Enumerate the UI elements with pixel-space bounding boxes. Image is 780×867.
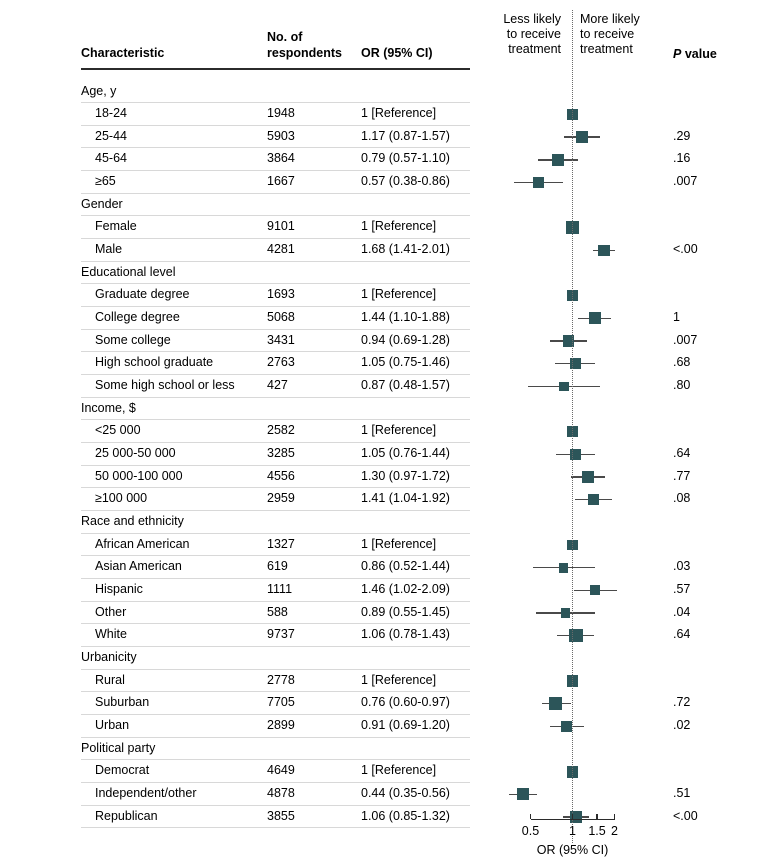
row-rule [81,238,470,239]
row-p-value-65: .007 [673,174,698,189]
row-label-asian-american: Asian American [95,559,182,574]
row-respondents-45-64: 3864 [267,151,295,166]
row-rule [81,623,470,624]
or-marker-asian-american [559,563,569,573]
row-label-25-000: <25 000 [95,423,141,438]
x-axis-tick-0-5 [530,814,531,819]
row-rule [81,714,470,715]
row-label-hispanic: Hispanic [95,582,143,597]
row-label-graduate-degree: Graduate degree [95,287,190,302]
x-axis-tick-label-2: 2 [611,823,618,838]
row-rule [81,306,470,307]
row-label-independent-other: Independent/other [95,785,197,800]
row-p-value-25-000-50-000: .64 [673,446,691,461]
confidence-interval-suburban [542,703,571,704]
row-label-white: White [95,627,127,642]
row-or-ci-some-high-school-or-less: 0.87 (0.48-1.57) [361,378,450,393]
row-label-18-24: 18-24 [95,106,127,121]
x-axis-line [531,819,615,820]
or-marker-some-college [563,335,574,346]
row-rule [81,102,470,103]
confidence-interval-college-degree [578,318,610,319]
row-respondents-graduate-degree: 1693 [267,287,295,302]
row-respondents-other: 588 [267,604,288,619]
row-p-value-high-school-graduate: .68 [673,355,691,370]
confidence-interval-high-school-graduate [555,363,595,364]
or-marker-some-high-school-or-less [559,382,569,392]
row-respondents-asian-american: 619 [267,559,288,574]
confidence-interval-male [593,250,614,251]
row-rule [81,805,470,806]
row-or-ci-suburban: 0.76 (0.60-0.97) [361,695,450,710]
or-marker-graduate-degree [567,290,578,301]
row-rule [81,533,470,534]
or-marker-republican [570,811,582,823]
group-header-age-y: Age, y [81,83,117,98]
confidence-interval-50-000-100-000 [571,476,606,477]
row-respondents-18-24: 1948 [267,106,295,121]
row-rule [81,374,470,375]
row-label-other: Other [95,604,127,619]
row-or-ci-male: 1.68 (1.41-2.01) [361,242,450,257]
row-or-ci-republican: 1.06 (0.85-1.32) [361,808,450,823]
x-axis-tick-label-1-5: 1.5 [588,823,606,838]
row-respondents-25-000: 2582 [267,423,295,438]
row-label-100-000: ≥100 000 [95,491,148,506]
row-rule [81,442,470,443]
row-or-ci-some-college: 0.94 (0.69-1.28) [361,332,450,347]
reference-line [572,10,573,843]
row-or-ci-18-24: 1 [Reference] [361,106,437,121]
confidence-interval-republican [563,816,590,817]
row-or-ci-white: 1.06 (0.78-1.43) [361,627,450,642]
or-marker-female [566,221,579,234]
row-rule [81,555,470,556]
or-marker-100-000 [588,494,599,505]
row-respondents-high-school-graduate: 2763 [267,355,295,370]
row-or-ci-college-degree: 1.44 (1.10-1.88) [361,310,450,325]
row-rule [81,669,470,670]
row-rule [81,465,470,466]
confidence-interval-independent-other [509,794,537,795]
row-label-25-44: 25-44 [95,128,127,143]
row-or-ci-other: 0.89 (0.55-1.45) [361,604,450,619]
row-or-ci-rural: 1 [Reference] [361,672,437,687]
row-p-value-suburban: .72 [673,695,691,710]
axis-annotation-less-likely-line3: treatment [508,42,561,56]
row-label-rural: Rural [95,672,125,687]
row-p-value-college-degree: 1 [673,310,680,325]
row-p-value-republican: <.00 [673,808,698,823]
x-axis-title: OR (95% CI) [536,842,609,857]
row-rule [81,170,470,171]
row-or-ci-45-64: 0.79 (0.57-1.10) [361,151,450,166]
row-respondents-rural: 2778 [267,672,295,687]
confidence-interval-100-000 [575,499,612,500]
row-p-value-25-44: .29 [673,128,691,143]
row-p-value-some-high-school-or-less: .80 [673,378,691,393]
row-label-democrat: Democrat [95,763,150,778]
row-rule [81,215,470,216]
or-marker-high-school-graduate [570,358,581,369]
group-header-gender: Gender [81,196,123,211]
row-or-ci-50-000-100-000: 1.30 (0.97-1.72) [361,468,450,483]
row-respondents-independent-other: 4878 [267,785,295,800]
row-label-50-000-100-000: 50 000-100 000 [95,468,183,483]
or-marker-white [569,629,583,643]
row-rule [81,737,470,738]
row-label-female: Female [95,219,137,234]
row-label-college-degree: College degree [95,310,180,325]
x-axis-tick-2 [614,814,615,819]
confidence-interval-some-college [550,340,587,341]
group-header-urbanicity: Urbanicity [81,650,137,664]
or-marker-45-64 [552,154,564,166]
row-p-value-asian-american: .03 [673,559,691,574]
row-label-45-64: 45-64 [95,151,127,166]
row-rule [81,419,470,420]
axis-annotation-less-likely-line2: to receive [506,27,561,41]
or-marker-college-degree [589,312,601,324]
row-rule [81,487,470,488]
or-marker-suburban [549,697,562,710]
row-label-african-american: African American [95,536,190,551]
or-marker-25-000-50-000 [570,449,581,460]
confidence-interval-25-000-50-000 [556,454,595,455]
row-or-ci-female: 1 [Reference] [361,219,437,234]
row-respondents-50-000-100-000: 4556 [267,468,295,483]
row-or-ci-independent-other: 0.44 (0.35-0.56) [361,785,450,800]
row-or-ci-african-american: 1 [Reference] [361,536,437,551]
row-p-value-independent-other: .51 [673,785,691,800]
row-label-suburban: Suburban [95,695,150,710]
x-axis-tick-1-5 [596,814,597,819]
row-rule [81,283,470,284]
row-p-value-50-000-100-000: .77 [673,468,691,483]
row-respondents-suburban: 7705 [267,695,295,710]
or-marker-65 [533,177,544,188]
or-marker-rural [567,675,578,686]
confidence-interval-some-high-school-or-less [528,386,600,387]
confidence-interval-urban [550,726,584,727]
row-label-some-high-school-or-less: Some high school or less [95,378,235,393]
row-respondents-college-degree: 5068 [267,310,295,325]
or-marker-25-000 [567,426,578,437]
row-rule [81,646,470,647]
row-or-ci-25-000-50-000: 1.05 (0.76-1.44) [361,446,450,461]
row-rule [81,193,470,194]
or-marker-independent-other [517,788,529,800]
row-respondents-republican: 3855 [267,808,295,823]
row-label-urban: Urban [95,717,130,732]
or-marker-25-44 [576,131,588,143]
axis-annotation-less-likely-line1: Less likely [503,12,561,26]
row-respondents-african-american: 1327 [267,536,295,551]
row-or-ci-25-000: 1 [Reference] [361,423,437,438]
row-or-ci-democrat: 1 [Reference] [361,763,437,778]
column-header-respondents-line1: No. of [267,30,303,44]
row-p-value-hispanic: .57 [673,582,691,597]
confidence-interval-asian-american [533,567,595,568]
row-rule [81,759,470,760]
confidence-interval-25-44 [564,136,600,137]
row-respondents-65: 1667 [267,174,295,189]
x-axis-tick-label-1: 1 [569,823,576,838]
or-marker-18-24 [567,109,578,120]
row-respondents-25-44: 5903 [267,128,295,143]
row-label-some-college: Some college [95,332,171,347]
row-p-value-100-000: .08 [673,491,691,506]
row-rule [81,827,470,828]
x-axis-tick-1 [572,814,573,819]
row-or-ci-graduate-degree: 1 [Reference] [361,287,437,302]
row-respondents-urban: 2899 [267,717,295,732]
column-header-characteristic: Characteristic [81,46,165,60]
row-respondents-some-college: 3431 [267,332,295,347]
group-header-political-party: Political party [81,740,156,755]
row-rule [81,125,470,126]
confidence-interval-other [536,612,595,613]
row-respondents-hispanic: 1111 [267,582,293,597]
row-rule [81,601,470,602]
row-or-ci-65: 0.57 (0.38-0.86) [361,174,450,189]
row-rule [81,261,470,262]
x-axis-tick-label-0-5: 0.5 [521,823,540,838]
row-p-value-white: .64 [673,627,691,642]
row-label-65: ≥65 [95,174,116,189]
row-rule [81,782,470,783]
row-rule [81,147,470,148]
row-p-value-other: .04 [673,604,691,619]
or-marker-male [598,245,610,257]
header-rule [81,68,470,70]
row-or-ci-asian-american: 0.86 (0.52-1.44) [361,559,450,574]
column-header-respondents-line2: respondents [267,46,343,60]
row-rule [81,510,470,511]
axis-annotation-more-likely-line1: More likely [580,12,640,26]
row-label-republican: Republican [95,808,158,823]
row-rule [81,691,470,692]
confidence-interval-45-64 [538,159,578,160]
row-respondents-white: 9737 [267,627,295,642]
row-label-male: Male [95,242,123,257]
or-marker-other [561,608,571,618]
row-label-25-000-50-000: 25 000-50 000 [95,446,176,461]
row-or-ci-urban: 0.91 (0.69-1.20) [361,717,450,732]
row-rule [81,397,470,398]
or-marker-democrat [567,766,579,778]
or-marker-african-american [567,540,577,550]
row-rule [81,351,470,352]
group-header-educational-level: Educational level [81,264,176,279]
confidence-interval-white [557,635,594,636]
row-or-ci-100-000: 1.41 (1.04-1.92) [361,491,450,506]
row-respondents-25-000-50-000: 3285 [267,446,295,461]
row-or-ci-hispanic: 1.46 (1.02-2.09) [361,582,450,597]
column-header-or-ci: OR (95% CI) [361,46,433,60]
row-respondents-male: 4281 [267,242,295,257]
row-respondents-100-000: 2959 [267,491,295,506]
row-p-value-some-college: .007 [673,332,698,347]
group-header-income: Income, $ [81,400,136,415]
row-respondents-democrat: 4649 [267,763,295,778]
column-header-p-value: P value [673,47,717,61]
row-label-high-school-graduate: High school graduate [95,355,214,370]
group-header-race-and-ethnicity: Race and ethnicity [81,514,184,529]
row-respondents-female: 9101 [267,219,295,234]
axis-annotation-more-likely-line3: treatment [580,42,633,56]
or-marker-urban [561,721,572,732]
row-p-value-male: <.00 [673,242,698,257]
row-p-value-urban: .02 [673,717,691,732]
or-marker-hispanic [590,585,600,595]
row-or-ci-25-44: 1.17 (0.87-1.57) [361,128,450,143]
row-p-value-45-64: .16 [673,151,691,166]
row-respondents-some-high-school-or-less: 427 [267,378,288,393]
row-or-ci-high-school-graduate: 1.05 (0.75-1.46) [361,355,450,370]
row-rule [81,329,470,330]
or-marker-50-000-100-000 [582,471,594,483]
confidence-interval-hispanic [574,590,617,591]
confidence-interval-65 [514,182,563,183]
row-rule [81,578,470,579]
axis-annotation-more-likely-line2: to receive [580,27,635,41]
